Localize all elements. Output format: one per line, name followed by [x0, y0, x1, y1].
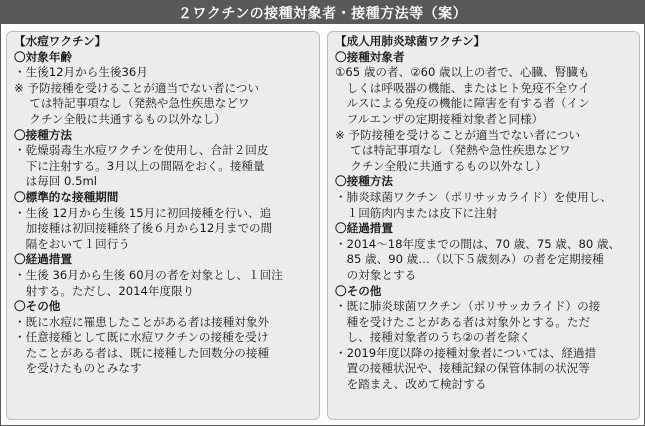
- block-line: ・乾燥弱毒生水痘ワクチンを使用し、合計２回皮: [14, 143, 269, 158]
- block-line: は毎回 0.5ml: [14, 174, 98, 189]
- block-line: フルエンザの定期接種対象者と同様）: [335, 111, 544, 126]
- block-line: ルスによる免疫の機能に障害を有する者（イン: [335, 96, 590, 111]
- block-line: ・生後12月から生後36月: [14, 65, 148, 80]
- block-line: ・肺炎球菌ワクチン（ポリサッカライド）を使用し、: [335, 189, 612, 204]
- block-line: の対象とする: [335, 267, 417, 282]
- section-title-pneumococcal: 【成人用肺炎球菌ワクチン】: [335, 34, 486, 48]
- block-line: ・2019年度以降の接種対象者については、経過措: [335, 345, 597, 360]
- section-title-varicella: 【水痘ワクチン】: [14, 34, 107, 48]
- block-line: しくは呼吸器の機能、またはヒト免疫不全ウイ: [335, 80, 590, 95]
- block-line: ・生後 12月から生後 15月に初回接種を行い、追: [14, 205, 272, 220]
- pneumococcal-vaccine-panel: [327, 31, 640, 420]
- varicella-vaccine-panel: [6, 31, 320, 420]
- block-heading: 〇経過措置: [335, 221, 393, 236]
- block-line: ・既に肺炎球菌ワクチン（ポリサッカライド）の接: [335, 299, 601, 314]
- block-line: １回筋肉内または皮下に注射: [335, 205, 498, 220]
- block-line: を踏まえ、改めて検討する: [335, 377, 487, 392]
- block-heading: 〇その他: [14, 299, 61, 314]
- block-line: クチン全般に共通するもの以外なし）: [14, 111, 226, 126]
- block-line: 置の接種状況や、接種記録の保管体制の状況等: [335, 361, 590, 376]
- varicella-blocks: [14, 50, 313, 377]
- block-line: ・既に水痘に罹患したことがある者は接種対象外: [14, 314, 270, 329]
- block-line: 加接種は初回接種終了後６月から12月までの間: [14, 221, 273, 236]
- block-heading: 〇標準的な接種期間: [14, 189, 119, 204]
- block-heading: 〇接種対象者: [335, 49, 405, 64]
- block-heading: 〇接種方法: [14, 127, 72, 142]
- block-line: 隔をおいて１回行う: [14, 236, 130, 251]
- block-heading: 〇経過措置: [14, 252, 72, 267]
- block-line: 射する。ただし、2014年度限り: [14, 283, 195, 298]
- block-line: を受けたものとみなす: [14, 361, 142, 376]
- block-line: ・任意接種として既に水痘ワクチンの接種を受け: [14, 330, 269, 345]
- block-line: ては特記事項なし（発熱や急性疾患などワ: [335, 143, 571, 158]
- block-line: クチン全般に共通するもの以外なし）: [335, 158, 547, 173]
- block-line: 85 歳、90 歳…（以下５歳刻み）の者を定期接種: [335, 252, 604, 267]
- pneumococcal-blocks: [335, 50, 633, 393]
- block-line: ては特記事項なし（発熱や急性疾患などワ: [14, 96, 250, 111]
- block-heading: 〇接種方法: [335, 174, 393, 189]
- block-heading: 〇対象年齢: [14, 49, 72, 64]
- block-line: ※ 予防接種を受けることが適当でない者につい: [14, 80, 260, 95]
- block-line: ※ 予防接種を受けることが適当でない者につい: [335, 127, 581, 142]
- block-line: 種を受けたことがある者は対象外とする。ただ: [335, 314, 591, 329]
- block-line: ①65 歳の者、②60 歳以上の者で、心臓、腎臓も: [335, 65, 590, 80]
- block-line: 下に注射する。3月以上の間隔をおく。接種量: [14, 158, 265, 173]
- block-line: たことがある者は、既に接種した回数分の接種: [14, 345, 270, 360]
- block-heading: 〇その他: [335, 283, 382, 298]
- document-title: ２ワクチンの接種対象者・接種方法等（案）: [1, 1, 644, 24]
- block-line: ・生後 36月から生後 60月の者を対象とし、１回注: [14, 267, 283, 282]
- block-line: し、接種対象者のうち②の者を除く: [335, 330, 531, 345]
- block-line: ・2014〜18年度までの間は、70 歳、75 歳、80 歳、: [335, 236, 621, 251]
